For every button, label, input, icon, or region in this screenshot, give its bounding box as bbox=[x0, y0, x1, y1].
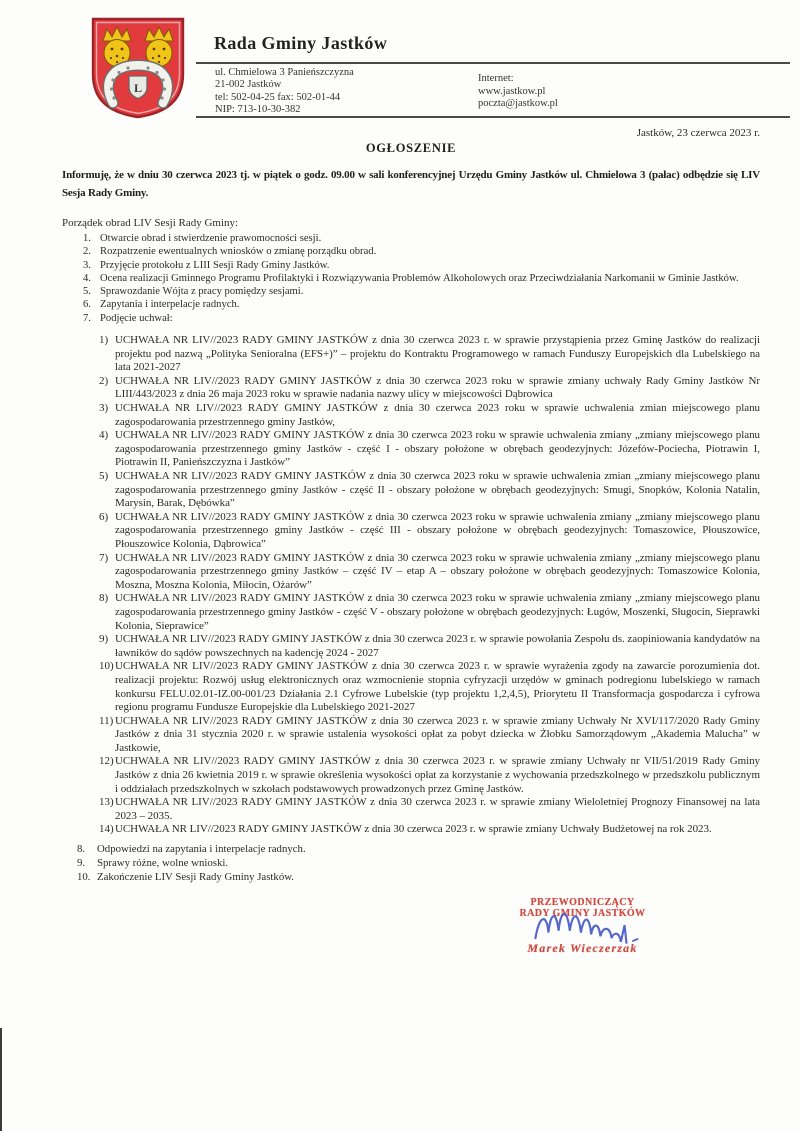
date-line: Jastków, 23 czerwca 2023 r. bbox=[636, 127, 760, 139]
resolution-number: 6) bbox=[99, 510, 109, 523]
svg-text:L: L bbox=[133, 81, 143, 95]
center-mini-shield bbox=[129, 76, 147, 99]
agenda-item bbox=[62, 298, 760, 311]
agenda-item bbox=[62, 259, 760, 272]
resolution-number: 1) bbox=[99, 334, 109, 347]
resolution-number: 12) bbox=[99, 755, 114, 768]
agenda-item-number: 2. bbox=[83, 246, 91, 258]
resolution-number: 2) bbox=[99, 374, 109, 387]
stamp-title-line1: PRZEWODNICZĄCY bbox=[530, 897, 635, 908]
agenda-item-number: 1. bbox=[83, 233, 91, 244]
resolution-text: UCHWAŁA NR LIV//2023 RADY GMINY JASTKÓW z dnia 30 czerwca 2023 roku w sprawie uchwalenia zmiany „zmiany miejscowego planu zagospodarowania przestrzennego gminy Jastków - część I - obszary położone w obrębach geodezyjnych: Józefów-Pociecha, Piotrawin I, Piotrawin II, Panieńszczyzna i Jastków” bbox=[115, 429, 760, 469]
agenda-item-text: Zapytania i interpelacje radnych. bbox=[100, 299, 240, 311]
resolution-text: UCHWAŁA NR LIV//2023 RADY GMINY JASTKÓW z dnia 30 czerwca 2023 roku w sprawie uchwalenia zmian miejscowego planu zagospodarowania przestrzennego gminy Jastków, bbox=[115, 402, 760, 428]
resolution-item bbox=[99, 429, 760, 470]
agenda-item-text: Rozpatrzenie ewentualnych wniosków o zmianę porządku obrad. bbox=[100, 246, 377, 258]
resolution-item bbox=[99, 823, 760, 837]
resolution-text: UCHWAŁA NR LIV//2023 RADY GMINY JASTKÓW z dnia 30 czerwca 2023 r. w sprawie wyrażenia zgody na zawarcie porozumienia dot. realizacji projektu: Rozwój usług elektronicznych oraz wzmocnienie stopnia cyfryzacji urzędów w gminach podregionu lubelskiego w ramach konkursu FELU.02.01-IZ.00-001/23 Działania 2.1 Cyfrowe Lubelskie (typ projektu 1,2,4,5), Priorytetu II Transformacja gospodarcza i cyfrowa regionu programu Fundusze Europejskie dla Lubelskiego 2021-2027 bbox=[115, 660, 760, 714]
resolutions-list bbox=[99, 334, 760, 837]
resolution-text: UCHWAŁA NR LIV//2023 RADY GMINY JASTKÓW z dnia 30 czerwca 2023 roku w sprawie uchwalenia zmian „zmiany miejscowego planu zagospodarowania przestrzennego gminy Jastków - część II - obszary położone w obrębach geodezyjnych: Smugi, Snopków, Kolonia Natalin, Marysin, Barak, Dębówka” bbox=[115, 470, 760, 510]
closing-item-number: 9. bbox=[77, 856, 86, 869]
stamp-title-line2: RADY GMINY JASTKÓW bbox=[519, 908, 646, 919]
resolution-text: UCHWAŁA NR LIV//2023 RADY GMINY JASTKÓW z dnia 30 czerwca 2023 roku w sprawie uchwalenia zmiany „zmiany miejscowego planu zagospodarowania przestrzennego gminy Jastków - część V - obszary położone w obrębach geodezyjnych: Ługów, Moszenki, Sługocin, Sieprawki Kolonia, Sieprawice” bbox=[115, 592, 760, 632]
closing-item-number: 8. bbox=[77, 843, 86, 856]
address-line: ul. Chmielowa 3 Panieńszczyzna bbox=[215, 67, 354, 78]
closing-item bbox=[62, 871, 760, 885]
agenda-item-text: Otwarcie obrad i stwierdzenie prawomocności sesji. bbox=[100, 233, 322, 244]
resolution-item bbox=[99, 633, 760, 660]
resolution-item bbox=[99, 470, 760, 511]
agenda-item bbox=[62, 285, 760, 298]
agenda-list bbox=[62, 232, 760, 325]
resolution-number: 10) bbox=[99, 660, 114, 673]
agenda-item bbox=[62, 312, 760, 325]
resolution-item bbox=[99, 796, 760, 823]
address-line: tel: 502-04-25 fax: 502-01-44 bbox=[215, 91, 341, 103]
resolution-text: UCHWAŁA NR LIV//2023 RADY GMINY JASTKÓW z dnia 30 czerwca 2023 r. w sprawie zmiany Wieloletniej Prognozy Finansowej na lata 2023 – 2035. bbox=[115, 796, 760, 822]
agenda-item-number: 5. bbox=[83, 286, 91, 298]
closing-item-number: 10. bbox=[77, 870, 91, 883]
internet-block bbox=[478, 73, 558, 111]
resolution-number: 11) bbox=[99, 714, 114, 727]
agenda-item-number: 7. bbox=[83, 312, 91, 324]
agenda-item bbox=[62, 272, 760, 285]
resolution-text: UCHWAŁA NR LIV//2023 RADY GMINY JASTKÓW z dnia 30 czerwca 2023 r. w sprawie zmiany Uchwały Nr XVI/117/2020 Rady Gminy Jastków z dnia 31 stycznia 2020 r. w sprawie ustalenia wysokości opłat za pobyt dziecka w Żłobku Samorządowym „Akademia Malucha” w Jastkowie, bbox=[115, 714, 760, 754]
agenda-item-number: 4. bbox=[83, 272, 91, 284]
closing-item bbox=[62, 843, 760, 857]
closing-item-text: Zakończenie LIV Sesji Rady Gminy Jastków. bbox=[97, 870, 295, 883]
header-divider-bottom bbox=[196, 116, 790, 118]
closing-item-text: Odpowiedzi na zapytania i interpelacje radnych. bbox=[97, 843, 306, 856]
resolution-text: UCHWAŁA NR LIV//2023 RADY GMINY JASTKÓW z dnia 30 czerwca 2023 r. w sprawie powołania Zespołu ds. zaopiniowania kandydatów na ławników do sądów powszechnych na kadencję 2024 - 2027 bbox=[115, 633, 760, 659]
resolution-item bbox=[99, 552, 760, 593]
internet-line: www.jastkow.pl bbox=[478, 85, 546, 97]
agenda-heading: Porządek obrad LIV Sesji Rady Gminy: bbox=[62, 217, 239, 229]
resolution-text: UCHWAŁA NR LIV//2023 RADY GMINY JASTKÓW z dnia 30 czerwca 2023 r. w sprawie przystąpienia przez Gminę Jastków do realizacji projektu pod nazwą „Polityka Senioralna (EFS+)” – projektu do Kontraktu Programowego w ramach Funduszy Europejskich dla Lubelskiego na lata 2021-2027 bbox=[115, 334, 760, 374]
resolution-number: 9) bbox=[99, 633, 109, 646]
resolution-number: 14) bbox=[99, 823, 114, 836]
scan-edge-artifact bbox=[0, 1028, 2, 1131]
organization-name: Rada Gminy Jastków bbox=[214, 33, 388, 53]
internet-lines bbox=[478, 86, 558, 111]
agenda-item-text: Przyjęcie protokołu z LIII Sesji Rady Gminy Jastków. bbox=[100, 259, 330, 271]
coat-of-arms-icon bbox=[88, 16, 188, 120]
agenda-item bbox=[62, 232, 760, 245]
agenda-item-text: Ocena realizacji Gminnego Programu Profilaktyki i Rozwiązywania Problemów Alkoholowych oraz Przeciwdziałania Narkomanii w Gminie Jastków. bbox=[100, 272, 739, 284]
address-line: 21-002 Jastków bbox=[215, 79, 282, 91]
signature-block bbox=[500, 897, 665, 956]
resolution-number: 3) bbox=[99, 402, 109, 415]
resolution-text: UCHWAŁA NR LIV//2023 RADY GMINY JASTKÓW z dnia 30 czerwca 2023 r. w sprawie zmiany Uchwały nr VII/51/2019 Rady Gminy Jastków z dnia 26 kwietnia 2019 r. w sprawie określenia wysokości opłat za korzystanie z wychowania przedszkolnego w przedszkolu publicznym i oddziałach przedszkolnych w szkołach podstawowych prowadzonych przez Gminę Jastków. bbox=[115, 755, 760, 795]
resolution-item bbox=[99, 755, 760, 796]
chairman-name: Marek Wieczerzak bbox=[527, 941, 638, 955]
resolution-number: 4) bbox=[99, 429, 109, 442]
resolution-item bbox=[99, 402, 760, 429]
internet-line: poczta@jastkow.pl bbox=[478, 98, 558, 110]
resolution-item bbox=[99, 660, 760, 714]
address-block bbox=[215, 67, 354, 117]
resolution-number: 5) bbox=[99, 470, 109, 483]
handwritten-signature-icon bbox=[528, 899, 658, 955]
closing-list bbox=[62, 843, 760, 884]
letterhead bbox=[0, 0, 800, 120]
agenda-item-number: 6. bbox=[83, 299, 91, 311]
agenda-item-text: Sprawozdanie Wójta z pracy pomiędzy sesjami. bbox=[100, 286, 304, 298]
resolution-item bbox=[99, 592, 760, 633]
resolution-text: UCHWAŁA NR LIV//2023 RADY GMINY JASTKÓW z dnia 30 czerwca 2023 r. w sprawie zmiany Uchwały Budżetowej na rok 2023. bbox=[115, 823, 712, 836]
resolution-number: 8) bbox=[99, 592, 109, 605]
resolution-text: UCHWAŁA NR LIV//2023 RADY GMINY JASTKÓW z dnia 30 czerwca 2023 roku w sprawie uchwalenia zmiany „zmiany miejscowego planu zagospodarowania przestrzennego gminy Jastków - część III - obszary położone w obrębach geodezyjnych: Tomaszowice, Płouszowice, Płouszowice Kolonia, Dąbrowica” bbox=[115, 510, 760, 550]
resolution-item bbox=[99, 511, 760, 552]
resolution-number: 7) bbox=[99, 551, 109, 564]
header-divider-top bbox=[196, 62, 790, 64]
resolution-number: 13) bbox=[99, 796, 114, 809]
closing-item bbox=[62, 857, 760, 871]
resolution-text: UCHWAŁA NR LIV//2023 RADY GMINY JASTKÓW z dnia 30 czerwca 2023 roku w sprawie uchwalenia zmiany „zmiany miejscowego planu zagospodarowania przestrzennego gminy Jastków – część IV – etap A – obszary położone w obrębach geodezyjnych: Tomaszowice Kolonia, Moszna, Moszna Kolonia, Miłocin, Ożarów” bbox=[115, 551, 760, 591]
agenda-item bbox=[62, 245, 760, 258]
resolution-text: UCHWAŁA NR LIV//2023 RADY GMINY JASTKÓW z dnia 30 czerwca 2023 roku w sprawie zmiany uchwały Rady Gminy Jastków Nr LIII/443/2023 z dnia 26 maja 2023 roku w sprawie nadania nazwy ulicy w miejscowości Dąbrowica bbox=[115, 374, 760, 401]
announcement-intro: Informuję, że w dniu 30 czerwca 2023 tj. w piątek o godz. 09.00 w sali konferencyjnej Urzędu Gminy Jastków ul. Chmielowa 3 (pałac) odbędzie się LIV Sesja Rady Gminy. bbox=[62, 169, 760, 199]
address-line: NIP: 713-10-30-382 bbox=[215, 104, 301, 116]
document-body bbox=[0, 127, 800, 884]
internet-label: Internet: bbox=[478, 73, 514, 84]
resolution-item bbox=[99, 375, 760, 402]
agenda-item-text: Podjęcie uchwał: bbox=[100, 312, 173, 324]
agenda-item-number: 3. bbox=[83, 259, 91, 271]
resolution-item bbox=[99, 334, 760, 375]
document-title: OGŁOSZENIE bbox=[365, 141, 457, 155]
closing-item-text: Sprawy różne, wolne wnioski. bbox=[97, 856, 229, 869]
resolution-item bbox=[99, 715, 760, 756]
